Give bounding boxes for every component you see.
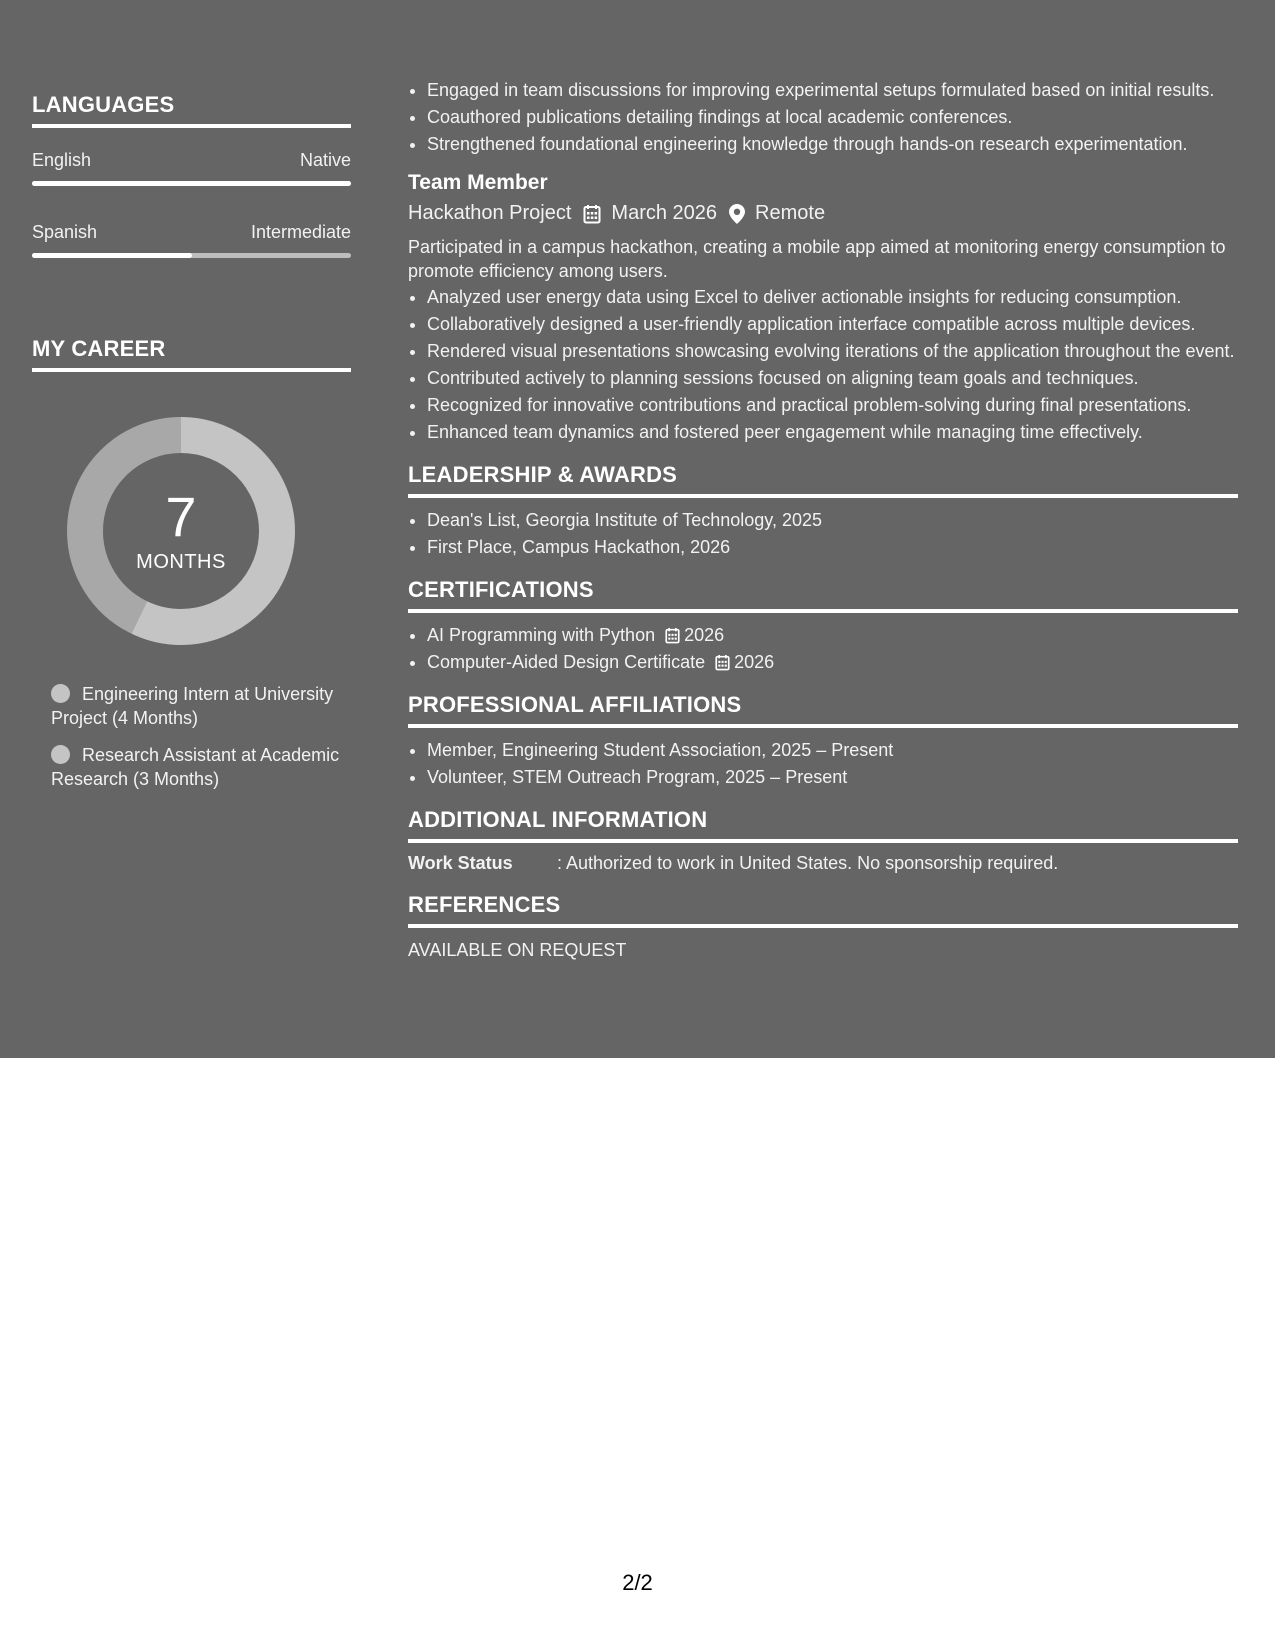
language-item-spanish bbox=[32, 222, 351, 258]
certifications-heading: CERTIFICATIONS bbox=[408, 577, 1238, 613]
work-status-label: Work Status bbox=[408, 853, 513, 873]
legend-item bbox=[51, 682, 351, 730]
location-pin-icon bbox=[729, 204, 745, 224]
page-number: 2/2 bbox=[622, 1570, 653, 1595]
career-donut-chart bbox=[66, 416, 296, 646]
list-item: • Analyzed user energy data using Excel to deliver actionable insights for reducing consumption. bbox=[427, 285, 1238, 309]
leadership-section bbox=[408, 462, 1238, 559]
job-company: Hackathon Project bbox=[408, 202, 572, 224]
references-text: AVAILABLE ON REQUEST bbox=[408, 940, 627, 960]
career-legend bbox=[32, 682, 351, 791]
calendar-icon bbox=[715, 654, 730, 671]
right-column bbox=[408, 78, 1238, 961]
language-level: Intermediate bbox=[250, 222, 351, 242]
certification-name: AI Programming with Python bbox=[427, 625, 656, 645]
legend-dot-icon bbox=[51, 684, 70, 703]
list-item: • Engaged in team discussions for improving experimental setups formulated based on initial results. bbox=[427, 78, 1238, 102]
references-section bbox=[408, 892, 1238, 961]
additional-heading: ADDITIONAL INFORMATION bbox=[408, 807, 1238, 843]
certification-name: Computer-Aided Design Certificate bbox=[427, 652, 706, 672]
list-item: • Dean's List, Georgia Institute of Technology, 2025 bbox=[427, 508, 1238, 532]
list-item: • Strengthened foundational engineering knowledge through hands-on research experimentation. bbox=[427, 132, 1238, 156]
list-item: • Collaboratively designed a user-friendly application interface compatible across multiple devices. bbox=[427, 312, 1238, 336]
language-level: Native bbox=[299, 150, 351, 170]
language-bar bbox=[32, 253, 351, 258]
job-bullets bbox=[408, 285, 1238, 444]
calendar-icon bbox=[583, 204, 601, 224]
list-item bbox=[427, 650, 1238, 674]
list-item: • Member, Engineering Student Association, 2025 – Present bbox=[427, 738, 1238, 762]
left-column bbox=[32, 92, 351, 791]
affiliations-heading: PROFESSIONAL AFFILIATIONS bbox=[408, 692, 1238, 728]
language-bar bbox=[32, 181, 351, 186]
certification-year: 2026 bbox=[684, 625, 725, 645]
language-name: Spanish bbox=[32, 222, 98, 242]
additional-section bbox=[408, 807, 1238, 874]
list-item: • Enhanced team dynamics and fostered peer engagement while managing time effectively. bbox=[427, 420, 1238, 444]
list-item: • Contributed actively to planning sessions focused on aligning team goals and techniques. bbox=[427, 366, 1238, 390]
list-item: • Rendered visual presentations showcasing evolving iterations of the application throughout the event. bbox=[427, 339, 1238, 363]
list-item: • Volunteer, STEM Outreach Program, 2025 – Present bbox=[427, 765, 1238, 789]
job-meta bbox=[408, 202, 1238, 225]
legend-dot-icon bbox=[51, 745, 70, 764]
career-unit: MONTHS bbox=[136, 550, 226, 573]
job-description: Participated in a campus hackathon, creating a mobile app aimed at monitoring energy consumption to promote efficiency among users. bbox=[408, 237, 1226, 281]
legend-item bbox=[51, 743, 351, 791]
job-location: Remote bbox=[755, 202, 826, 224]
language-bar-fill bbox=[32, 253, 192, 258]
legend-label: Engineering Intern at University Project (4 Months) bbox=[51, 684, 334, 728]
job-title: Team Member bbox=[408, 171, 548, 194]
job-date: March 2026 bbox=[611, 202, 718, 224]
legend-label: Research Assistant at Academic Research (3 Months) bbox=[51, 745, 340, 789]
leadership-heading: LEADERSHIP & AWARDS bbox=[408, 462, 1238, 498]
calendar-icon bbox=[665, 627, 680, 644]
work-status-value: : Authorized to work in United States. No sponsorship required. bbox=[557, 853, 1059, 873]
career-total: 7 bbox=[165, 484, 197, 548]
certifications-section bbox=[408, 577, 1238, 674]
language-item-english bbox=[32, 150, 351, 186]
references-heading: REFERENCES bbox=[408, 892, 1238, 928]
list-item: • First Place, Campus Hackathon, 2026 bbox=[427, 535, 1238, 559]
list-item bbox=[427, 623, 1238, 647]
list-item: • Coauthored publications detailing findings at local academic conferences. bbox=[427, 105, 1238, 129]
certification-year: 2026 bbox=[734, 652, 775, 672]
previous-job-bullets bbox=[408, 78, 1238, 156]
career-heading: MY CAREER bbox=[32, 336, 351, 372]
list-item: • Recognized for innovative contributions and practical problem-solving during final presentations. bbox=[427, 393, 1238, 417]
affiliations-section bbox=[408, 692, 1238, 789]
languages-heading: LANGUAGES bbox=[32, 92, 351, 128]
language-name: English bbox=[32, 150, 92, 170]
language-bar-fill bbox=[32, 181, 351, 186]
